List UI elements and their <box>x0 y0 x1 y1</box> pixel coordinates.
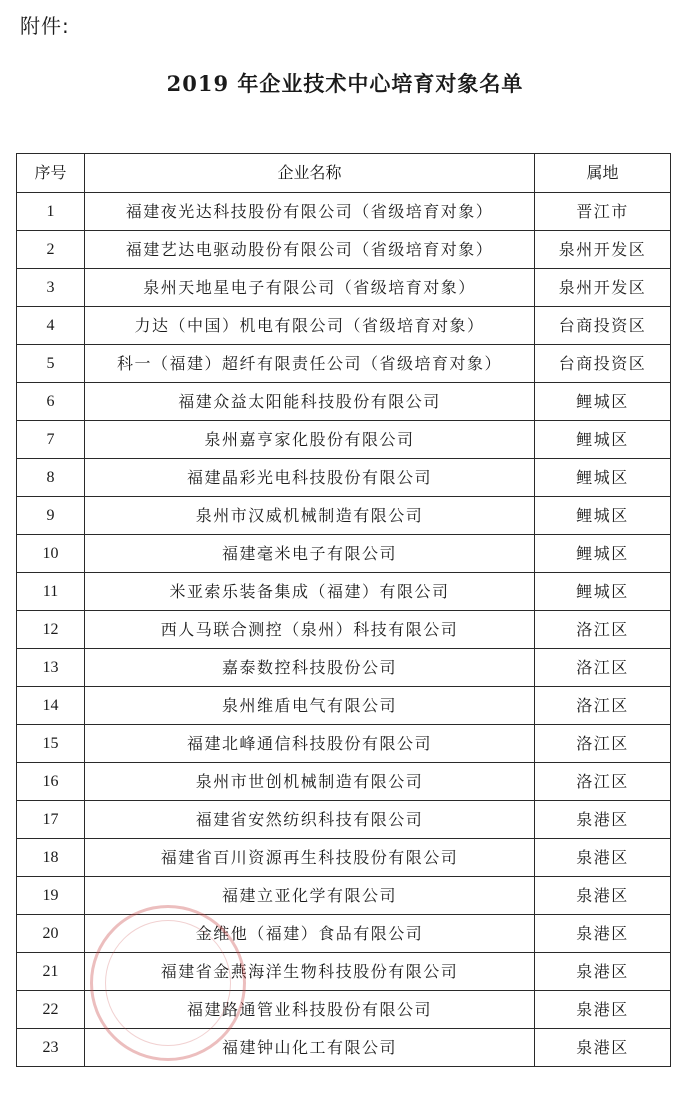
table-row <box>17 649 671 687</box>
company-location: 鲤城区 <box>535 421 671 459</box>
company-name: 泉州维盾电气有限公司 <box>85 687 535 725</box>
company-name: 泉州市汉威机械制造有限公司 <box>85 497 535 535</box>
row-number: 13 <box>17 649 85 687</box>
table-row <box>17 269 671 307</box>
company-name: 福建省金燕海洋生物科技股份有限公司 <box>85 953 535 991</box>
company-name: 福建北峰通信科技股份有限公司 <box>85 725 535 763</box>
company-location: 泉港区 <box>535 801 671 839</box>
row-number: 12 <box>17 611 85 649</box>
row-number: 1 <box>17 193 85 231</box>
company-name: 福建艺达电驱动股份有限公司（省级培育对象） <box>85 231 535 269</box>
company-name: 福建省安然纺织科技有限公司 <box>85 801 535 839</box>
company-name: 福建毫米电子有限公司 <box>85 535 535 573</box>
row-number: 16 <box>17 763 85 801</box>
company-location: 泉州开发区 <box>535 231 671 269</box>
table-row <box>17 801 671 839</box>
company-location: 泉港区 <box>535 991 671 1029</box>
company-name: 福建晶彩光电科技股份有限公司 <box>85 459 535 497</box>
company-name: 福建夜光达科技股份有限公司（省级培育对象） <box>85 193 535 231</box>
company-name: 福建钟山化工有限公司 <box>85 1029 535 1067</box>
enterprise-table <box>16 153 671 1067</box>
company-name: 福建立亚化学有限公司 <box>85 877 535 915</box>
table-row <box>17 383 671 421</box>
table-row <box>17 459 671 497</box>
company-location: 泉州开发区 <box>535 269 671 307</box>
table-row <box>17 953 671 991</box>
column-header-company-name: 企业名称 <box>85 154 535 193</box>
company-name: 福建省百川资源再生科技股份有限公司 <box>85 839 535 877</box>
company-name: 力达（中国）机电有限公司（省级培育对象） <box>85 307 535 345</box>
column-header-location: 属地 <box>535 154 671 193</box>
row-number: 15 <box>17 725 85 763</box>
row-number: 14 <box>17 687 85 725</box>
table-header-row <box>17 154 671 193</box>
table-row <box>17 307 671 345</box>
row-number: 3 <box>17 269 85 307</box>
company-location: 泉港区 <box>535 915 671 953</box>
table-row <box>17 725 671 763</box>
row-number: 11 <box>17 573 85 611</box>
row-number: 10 <box>17 535 85 573</box>
column-header-number: 序号 <box>17 154 85 193</box>
company-location: 洛江区 <box>535 687 671 725</box>
company-location: 鲤城区 <box>535 573 671 611</box>
company-location: 鲤城区 <box>535 535 671 573</box>
table-row <box>17 231 671 269</box>
company-name: 米亚索乐装备集成（福建）有限公司 <box>85 573 535 611</box>
row-number: 6 <box>17 383 85 421</box>
attachment-label: 附件: <box>20 14 70 38</box>
company-location: 泉港区 <box>535 877 671 915</box>
company-name: 福建众益太阳能科技股份有限公司 <box>85 383 535 421</box>
row-number: 18 <box>17 839 85 877</box>
table-row <box>17 497 671 535</box>
table-row <box>17 1029 671 1067</box>
document-title: 2019 年企业技术中心培育对象名单 <box>166 71 524 96</box>
company-location: 鲤城区 <box>535 383 671 421</box>
table-row <box>17 991 671 1029</box>
row-number: 7 <box>17 421 85 459</box>
company-name: 泉州嘉亨家化股份有限公司 <box>85 421 535 459</box>
table-row <box>17 573 671 611</box>
company-location: 洛江区 <box>535 611 671 649</box>
company-name: 福建路通管业科技股份有限公司 <box>85 991 535 1029</box>
company-location: 洛江区 <box>535 725 671 763</box>
company-location: 台商投资区 <box>535 307 671 345</box>
table-row <box>17 535 671 573</box>
company-name: 金维他（福建）食品有限公司 <box>85 915 535 953</box>
company-name: 泉州天地星电子有限公司（省级培育对象） <box>85 269 535 307</box>
row-number: 19 <box>17 877 85 915</box>
company-location: 鲤城区 <box>535 497 671 535</box>
company-location: 泉港区 <box>535 953 671 991</box>
row-number: 17 <box>17 801 85 839</box>
company-location: 鲤城区 <box>535 459 671 497</box>
table-row <box>17 763 671 801</box>
company-location: 泉港区 <box>535 1029 671 1067</box>
row-number: 8 <box>17 459 85 497</box>
company-location: 洛江区 <box>535 649 671 687</box>
company-name: 嘉泰数控科技股份公司 <box>85 649 535 687</box>
row-number: 2 <box>17 231 85 269</box>
table-row <box>17 839 671 877</box>
row-number: 5 <box>17 345 85 383</box>
row-number: 20 <box>17 915 85 953</box>
company-location: 泉港区 <box>535 839 671 877</box>
row-number: 23 <box>17 1029 85 1067</box>
table-row <box>17 611 671 649</box>
company-location: 晋江市 <box>535 193 671 231</box>
table-row <box>17 687 671 725</box>
table-row <box>17 345 671 383</box>
company-location: 洛江区 <box>535 763 671 801</box>
row-number: 22 <box>17 991 85 1029</box>
table-row <box>17 915 671 953</box>
row-number: 21 <box>17 953 85 991</box>
row-number: 9 <box>17 497 85 535</box>
row-number: 4 <box>17 307 85 345</box>
table-row <box>17 421 671 459</box>
table-row <box>17 877 671 915</box>
company-location: 台商投资区 <box>535 345 671 383</box>
company-name: 科一（福建）超纤有限责任公司（省级培育对象） <box>85 345 535 383</box>
company-name: 泉州市世创机械制造有限公司 <box>85 763 535 801</box>
table-row <box>17 193 671 231</box>
company-name: 西人马联合测控（泉州）科技有限公司 <box>85 611 535 649</box>
table-body <box>17 193 671 1067</box>
